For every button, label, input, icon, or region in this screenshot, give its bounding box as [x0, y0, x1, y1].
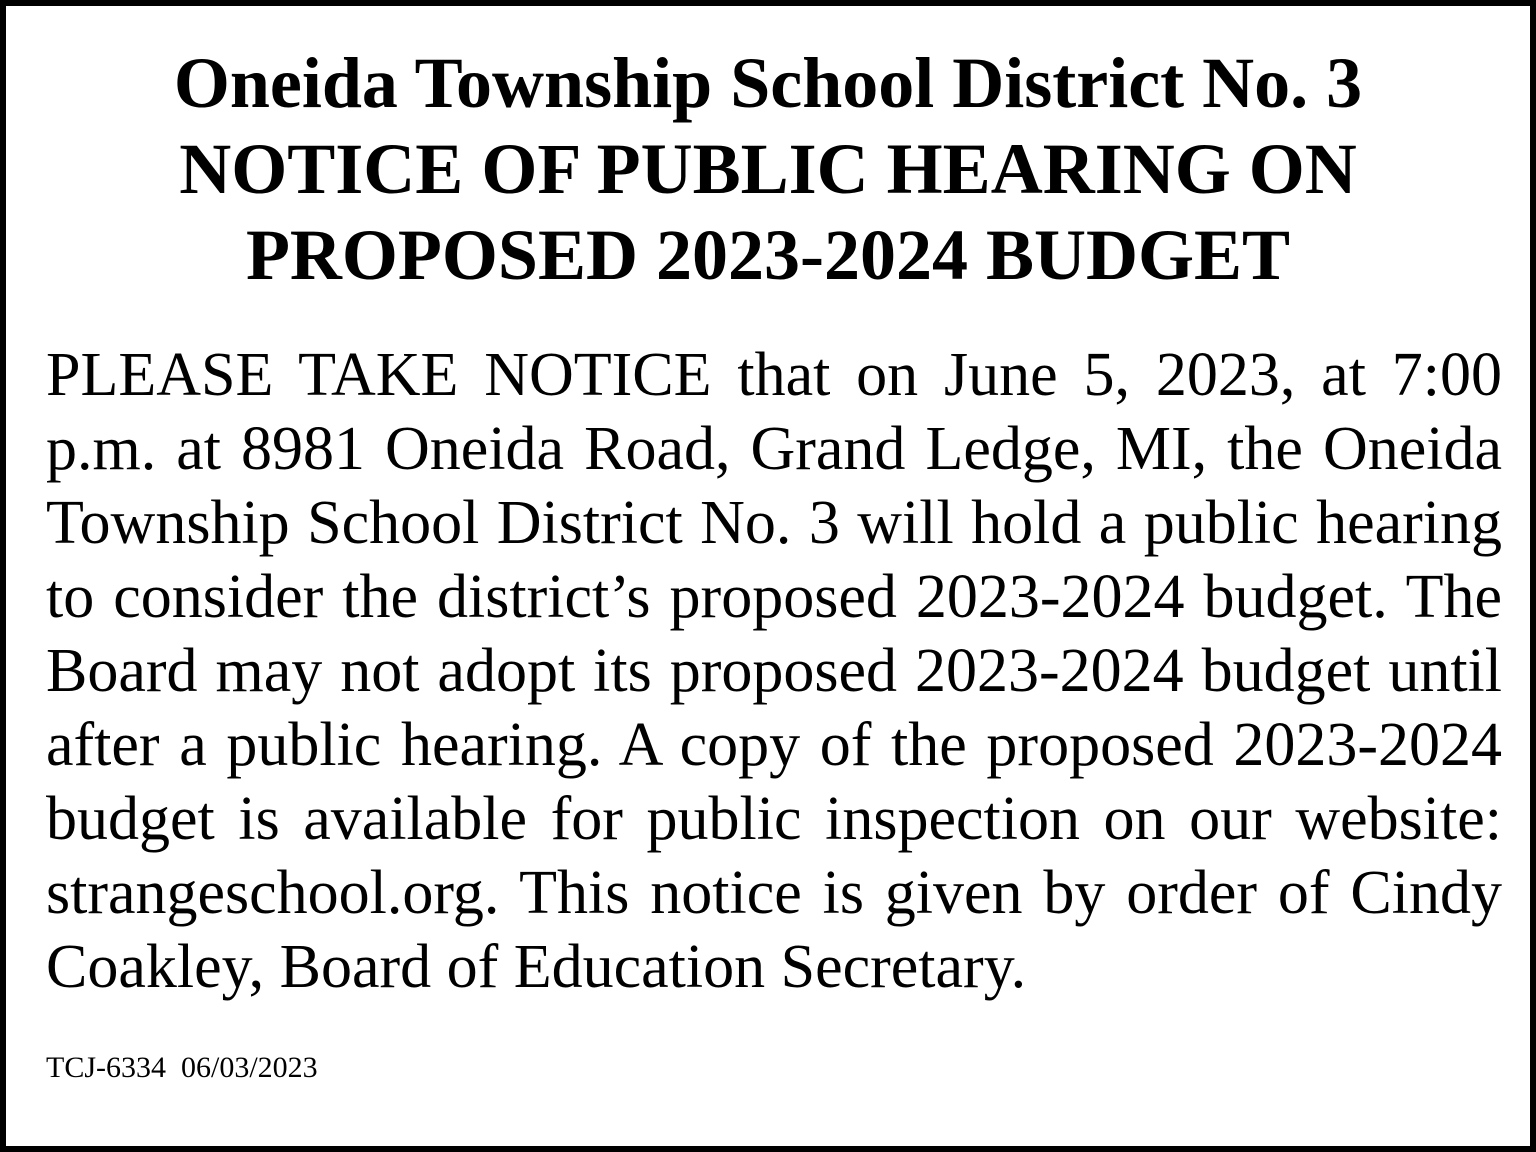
notice-heading — [16, 40, 1520, 298]
body-line: PLEASE TAKE NOTICE that on June 5, 2023, at 7:00 — [46, 341, 1502, 409]
notice-body — [46, 338, 1502, 1004]
body-line: strangeschool.org. This notice is given by order of Cindy — [46, 859, 1502, 927]
publication-code: TCJ-6334 06/03/2023 — [46, 1051, 318, 1084]
body-line: Board may not adopt its proposed 2023-2024 budget until — [46, 637, 1502, 705]
body-line: after a public hearing. A copy of the proposed 2023-2024 — [46, 711, 1502, 779]
body-line: p.m. at 8981 Oneida Road, Grand Ledge, MI, the Oneida — [46, 415, 1502, 483]
body-line: Township School District No. 3 will hold a public hearing — [46, 489, 1502, 557]
body-line: budget is available for public inspection on our website: — [46, 785, 1502, 853]
district-name-title: Oneida Township School District No. 3 — [173, 43, 1363, 123]
body-line: Coakley, Board of Education Secretary. — [46, 933, 1027, 1001]
notice-title-line-2: PROPOSED 2023-2024 BUDGET — [245, 215, 1291, 295]
notice-title-line-1: NOTICE OF PUBLIC HEARING ON — [179, 129, 1357, 209]
body-line: to consider the district’s proposed 2023-2024 budget. The — [46, 563, 1502, 631]
